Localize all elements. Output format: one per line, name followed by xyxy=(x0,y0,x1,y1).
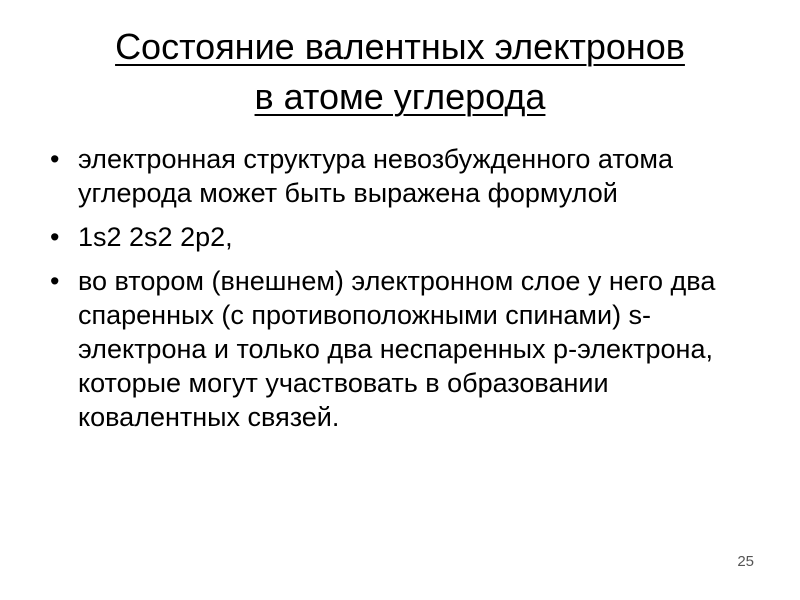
bullet-dot-icon: • xyxy=(50,144,60,174)
bullet-item xyxy=(48,142,728,210)
title-line-2: в атоме углерода xyxy=(254,76,546,117)
bullet-text: во втором (внешнем) электронном слое у него два спаренных (с противоположными спинами) s- электрона и только два неспаренных p-электрона, которые могут участвовать в образовании ковалентных связей. xyxy=(78,266,716,432)
title-line-1: Состояние валентных электронов xyxy=(115,26,685,67)
slide-title xyxy=(0,22,800,122)
page-number: 25 xyxy=(737,553,754,570)
bullet-dot-icon: • xyxy=(50,266,60,296)
bullet-dot-icon: • xyxy=(50,222,60,252)
bullet-item xyxy=(48,220,728,254)
bullet-text: электронная структура невозбужденного атома углерода может быть выражена формулой xyxy=(78,144,673,208)
bullet-text: 1s2 2s2 2p2, xyxy=(78,222,233,252)
bullet-list xyxy=(48,142,728,444)
bullet-item xyxy=(48,264,728,434)
